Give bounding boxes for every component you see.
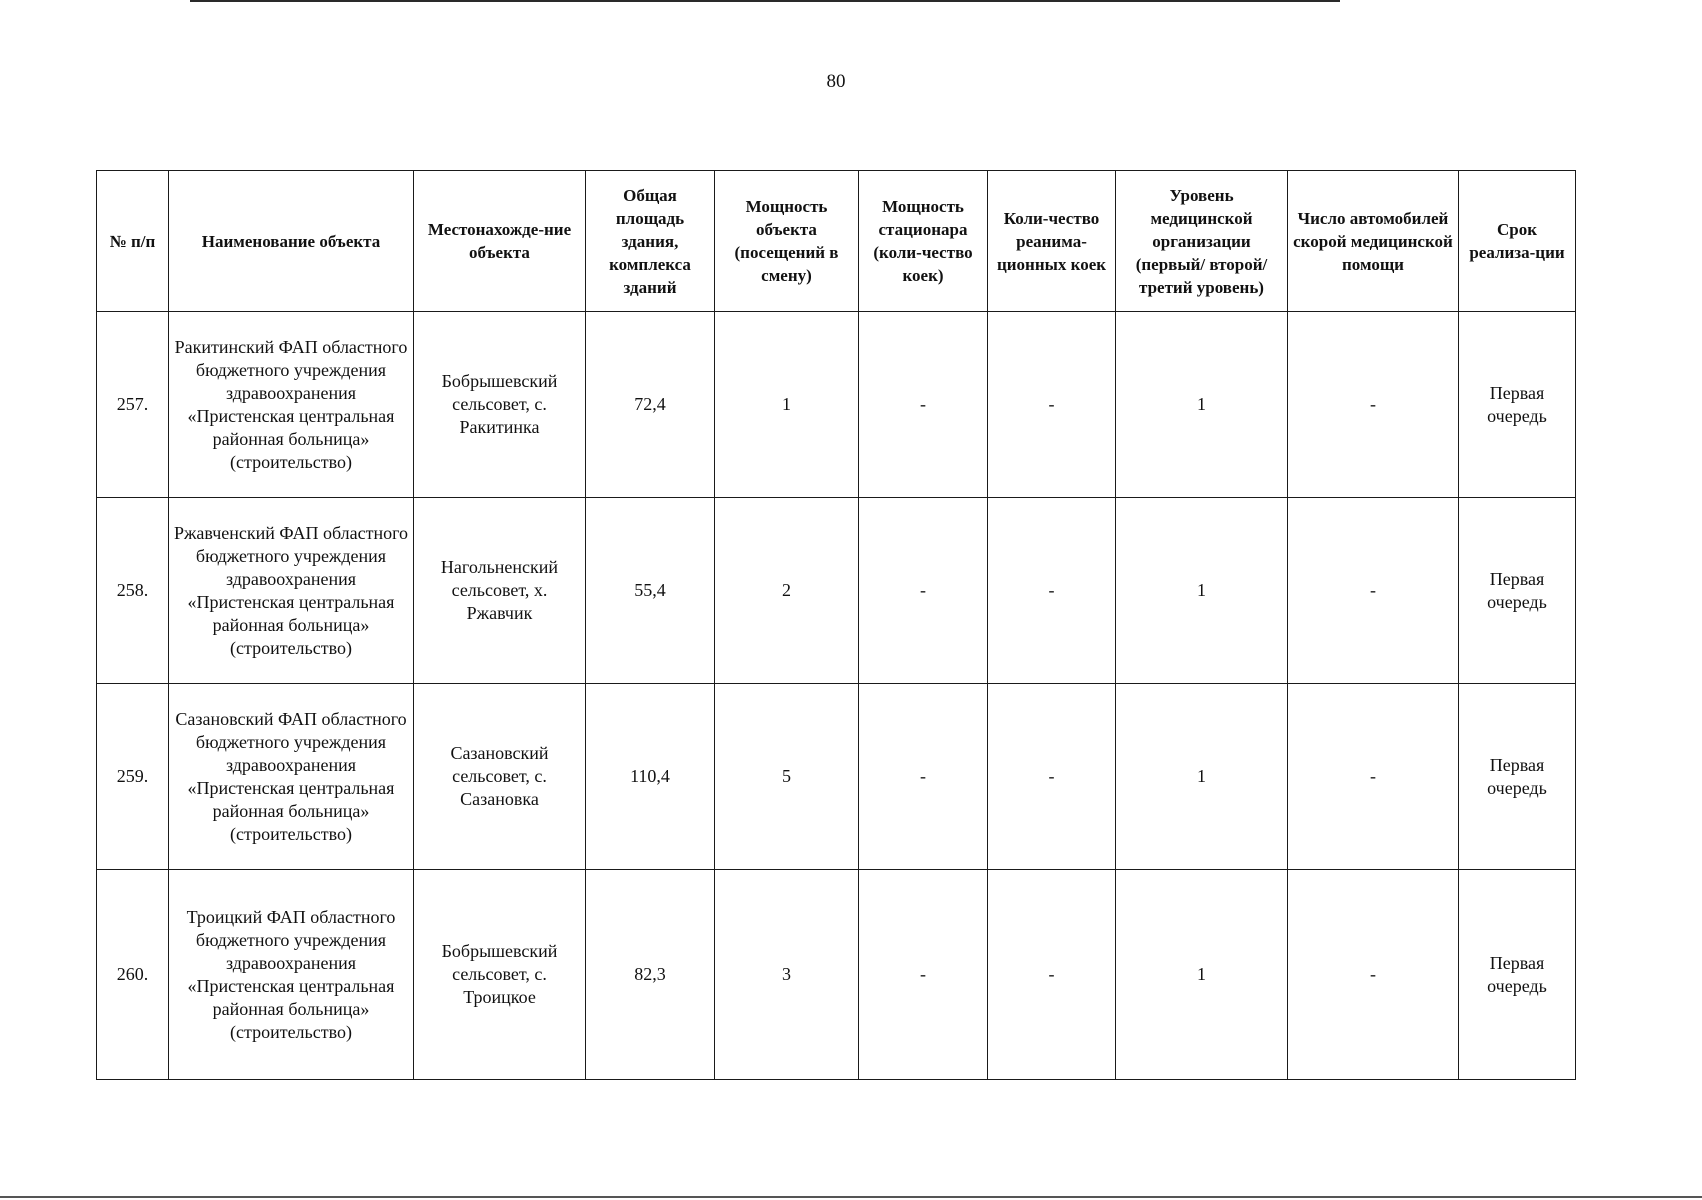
cell-capacity-visits: 5 — [715, 684, 859, 870]
cell-medical-level: 1 — [1116, 684, 1288, 870]
scan-edge-bottom — [0, 1196, 1702, 1198]
header-ambulances: Число автомобилей скорой медицинской помощи — [1288, 171, 1459, 312]
header-icu-beds: Коли-чество реанима-ционных коек — [988, 171, 1116, 312]
cell-ambulances: - — [1288, 312, 1459, 498]
header-total-area: Общая площадь здания, комплекса зданий — [586, 171, 715, 312]
cell-object-name: Сазановский ФАП областного бюджетного учреждения здравоохранения «Пристенская центральная районная больница» (строительство) — [169, 684, 414, 870]
cell-icu-beds: - — [988, 684, 1116, 870]
cell-ambulances: - — [1288, 870, 1459, 1080]
cell-total-area: 55,4 — [586, 498, 715, 684]
cell-medical-level: 1 — [1116, 498, 1288, 684]
cell-number: 257. — [97, 312, 169, 498]
cell-term: Первая очередь — [1459, 312, 1576, 498]
header-medical-level: Уровень медицинской организации (первый/ второй/ третий уровень) — [1116, 171, 1288, 312]
cell-number: 259. — [97, 684, 169, 870]
header-inpatient-beds: Мощность стационара (коли-чество коек) — [859, 171, 988, 312]
cell-location: Бобрышевский сельсовет, с. Троицкое — [414, 870, 586, 1080]
cell-location: Бобрышевский сельсовет, с. Ракитинка — [414, 312, 586, 498]
table-row — [97, 684, 1576, 870]
table-row — [97, 870, 1576, 1080]
cell-inpatient-beds: - — [859, 498, 988, 684]
cell-icu-beds: - — [988, 312, 1116, 498]
cell-medical-level: 1 — [1116, 870, 1288, 1080]
cell-number: 260. — [97, 870, 169, 1080]
cell-total-area: 110,4 — [586, 684, 715, 870]
cell-medical-level: 1 — [1116, 312, 1288, 498]
cell-object-name: Троицкий ФАП областного бюджетного учреждения здравоохранения «Пристенская центральная районная больница» (строительство) — [169, 870, 414, 1080]
cell-location: Сазановский сельсовет, с. Сазановка — [414, 684, 586, 870]
cell-term: Первая очередь — [1459, 870, 1576, 1080]
cell-inpatient-beds: - — [859, 870, 988, 1080]
cell-ambulances: - — [1288, 684, 1459, 870]
cell-ambulances: - — [1288, 498, 1459, 684]
cell-icu-beds: - — [988, 498, 1116, 684]
cell-term: Первая очередь — [1459, 684, 1576, 870]
cell-object-name: Ржавченский ФАП областного бюджетного учреждения здравоохранения «Пристенская центральная районная больница» (строительство) — [169, 498, 414, 684]
cell-capacity-visits: 3 — [715, 870, 859, 1080]
header-object-name: Наименование объекта — [169, 171, 414, 312]
facilities-table — [96, 170, 1576, 1080]
cell-total-area: 82,3 — [586, 870, 715, 1080]
header-location: Местонахожде-ние объекта — [414, 171, 586, 312]
cell-capacity-visits: 2 — [715, 498, 859, 684]
table-row — [97, 312, 1576, 498]
scan-edge-top — [190, 0, 1340, 2]
cell-icu-beds: - — [988, 870, 1116, 1080]
header-capacity-visits: Мощность объекта (посещений в смену) — [715, 171, 859, 312]
cell-total-area: 72,4 — [586, 312, 715, 498]
cell-inpatient-beds: - — [859, 312, 988, 498]
cell-location: Нагольненский сельсовет, х. Ржавчик — [414, 498, 586, 684]
table-row — [97, 498, 1576, 684]
page-number: 80 — [826, 71, 846, 92]
cell-inpatient-beds: - — [859, 684, 988, 870]
cell-number: 258. — [97, 498, 169, 684]
cell-object-name: Ракитинский ФАП областного бюджетного учреждения здравоохранения «Пристенская центральная районная больница» (строительство) — [169, 312, 414, 498]
cell-capacity-visits: 1 — [715, 312, 859, 498]
cell-term: Первая очередь — [1459, 498, 1576, 684]
header-row — [97, 171, 1576, 312]
header-term: Срок реализа-ции — [1459, 171, 1576, 312]
header-number: № п/п — [97, 171, 169, 312]
